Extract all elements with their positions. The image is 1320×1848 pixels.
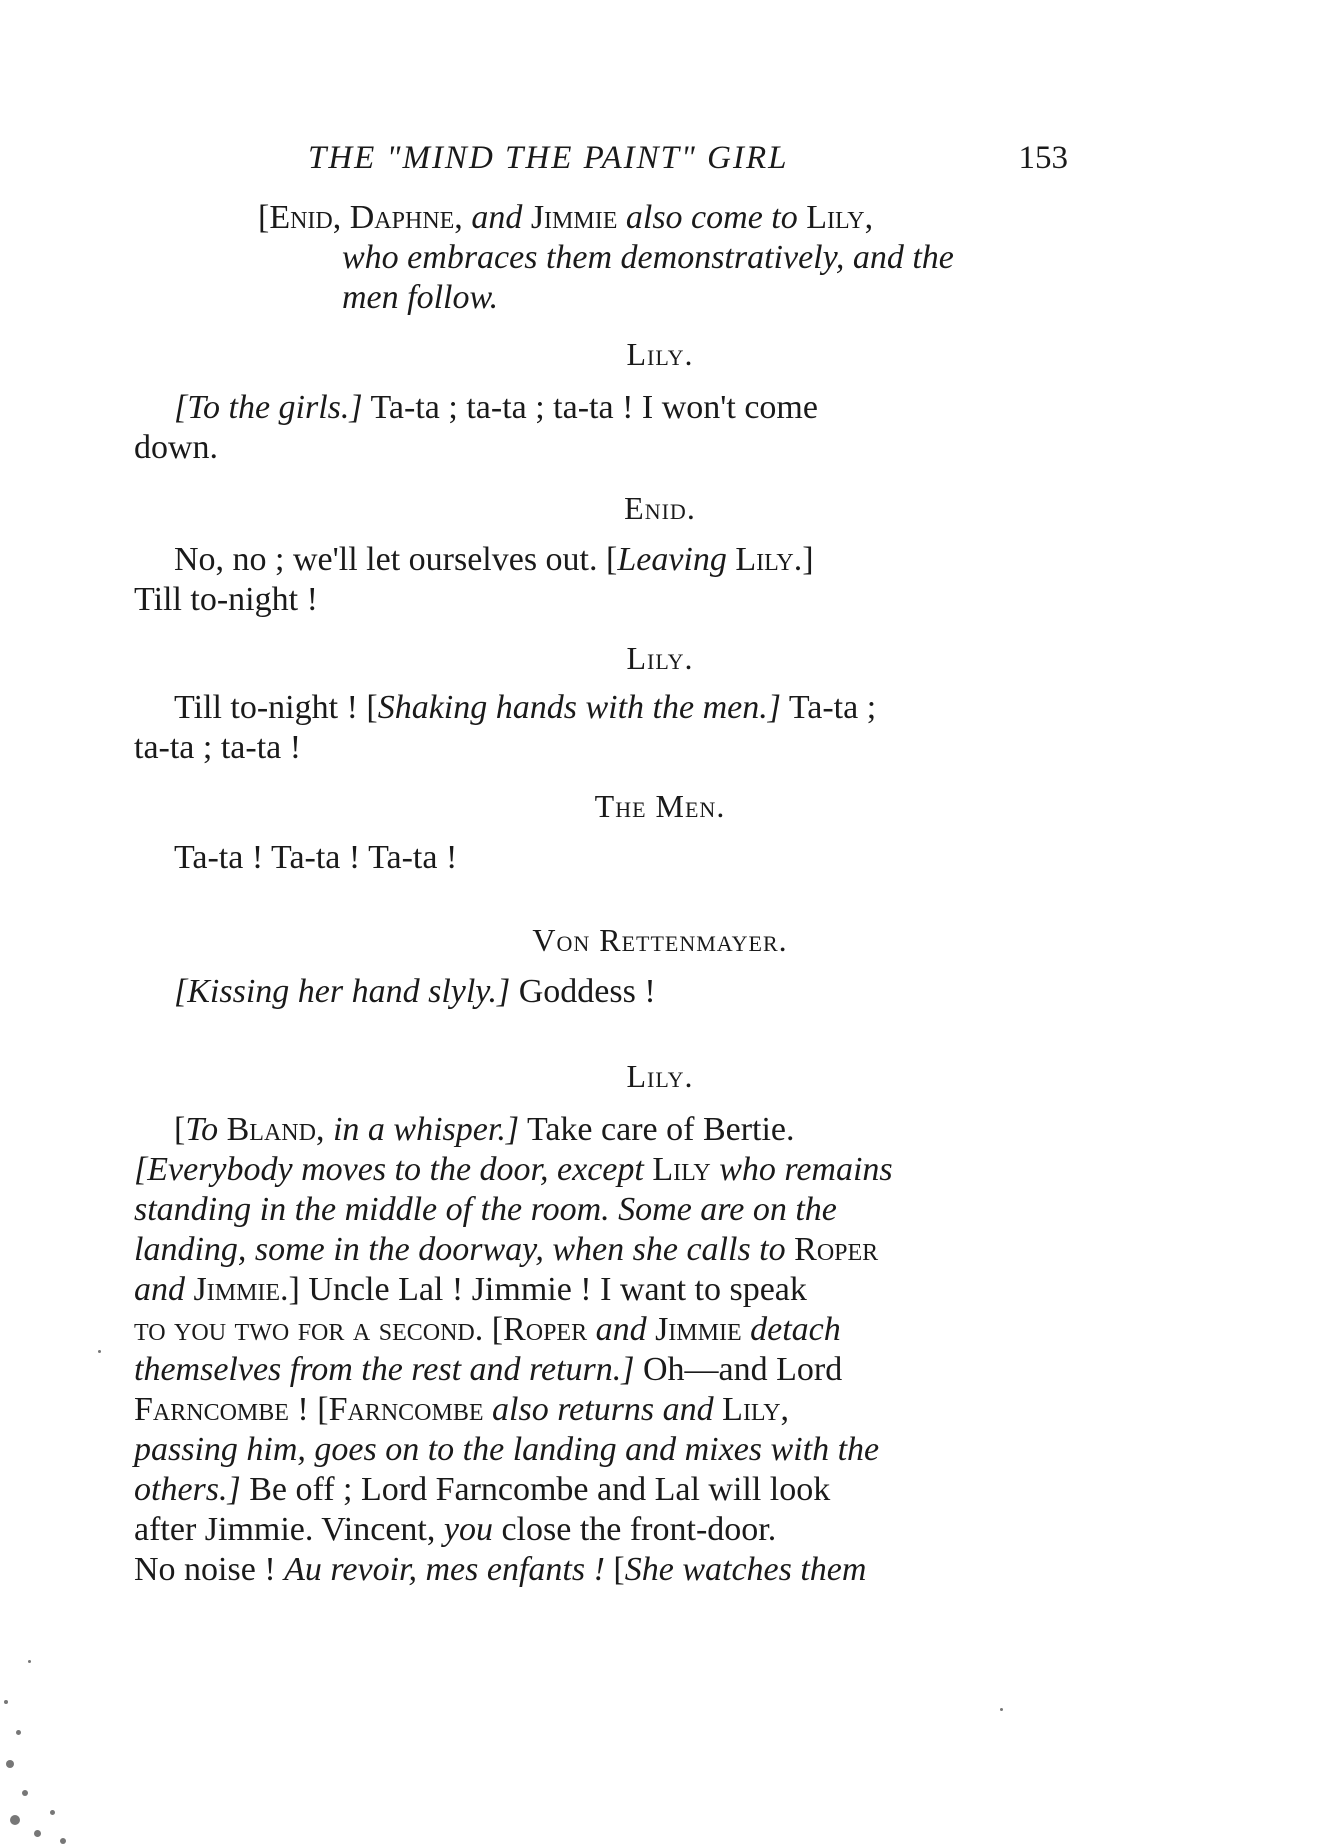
speech-lily-1: [To the girls.] Ta-ta ; ta-ta ; ta-ta ! I won't come down.	[134, 389, 818, 466]
speech-lily-3: [To Bland, in a whisper.] Take care of Bertie. [Everybody moves to the door, except Lily who remains standing in the middle of the room. Some are on the landing, some in the doorway, when she calls to Roper and Jimmie.] Uncle Lal ! Jimmie ! I want to speak to you two for a second. [Roper and Jimmie detach themselves from the rest and return.] Oh—and Lord Farncombe ! [Farncombe also returns and Lily, passing him, goes on to the landing and mixes with the others.] Be off ; Lord Farncombe and Lal will look after Jimmie. Vincent, you close the front-door. No noise ! Au revoir, mes enfants ! [She watches them	[134, 1111, 893, 1588]
speech-enid: No, no ; we'll let ourselves out. [Leaving Lily.] Till to-night !	[134, 541, 814, 618]
speaker-enid: Enid.	[624, 490, 696, 526]
speaker-lily: Lily.	[626, 336, 694, 372]
speech-the-men: Ta-ta ! Ta-ta ! Ta-ta !	[174, 839, 458, 876]
speech-von-rettenmayer: [Kissing her hand slyly.] Goddess !	[174, 973, 656, 1010]
stage-direction-enter: [Enid, Daphne, and Jimmie also come to Lily, who embraces them demonstratively, and the men follow.	[258, 199, 954, 316]
page-number: 153	[1018, 140, 1068, 176]
speech-lily-2: Till to-night ! [Shaking hands with the men.] Ta-ta ; ta-ta ; ta-ta !	[134, 689, 877, 766]
speaker-lily: Lily.	[626, 1058, 694, 1094]
speaker-the-men: The Men.	[594, 788, 726, 824]
speaker-von-rettenmayer: Von Rettenmayer.	[532, 922, 788, 958]
speaker-lily: Lily.	[626, 640, 694, 676]
running-title: THE "MIND THE PAINT" GIRL	[308, 140, 789, 176]
